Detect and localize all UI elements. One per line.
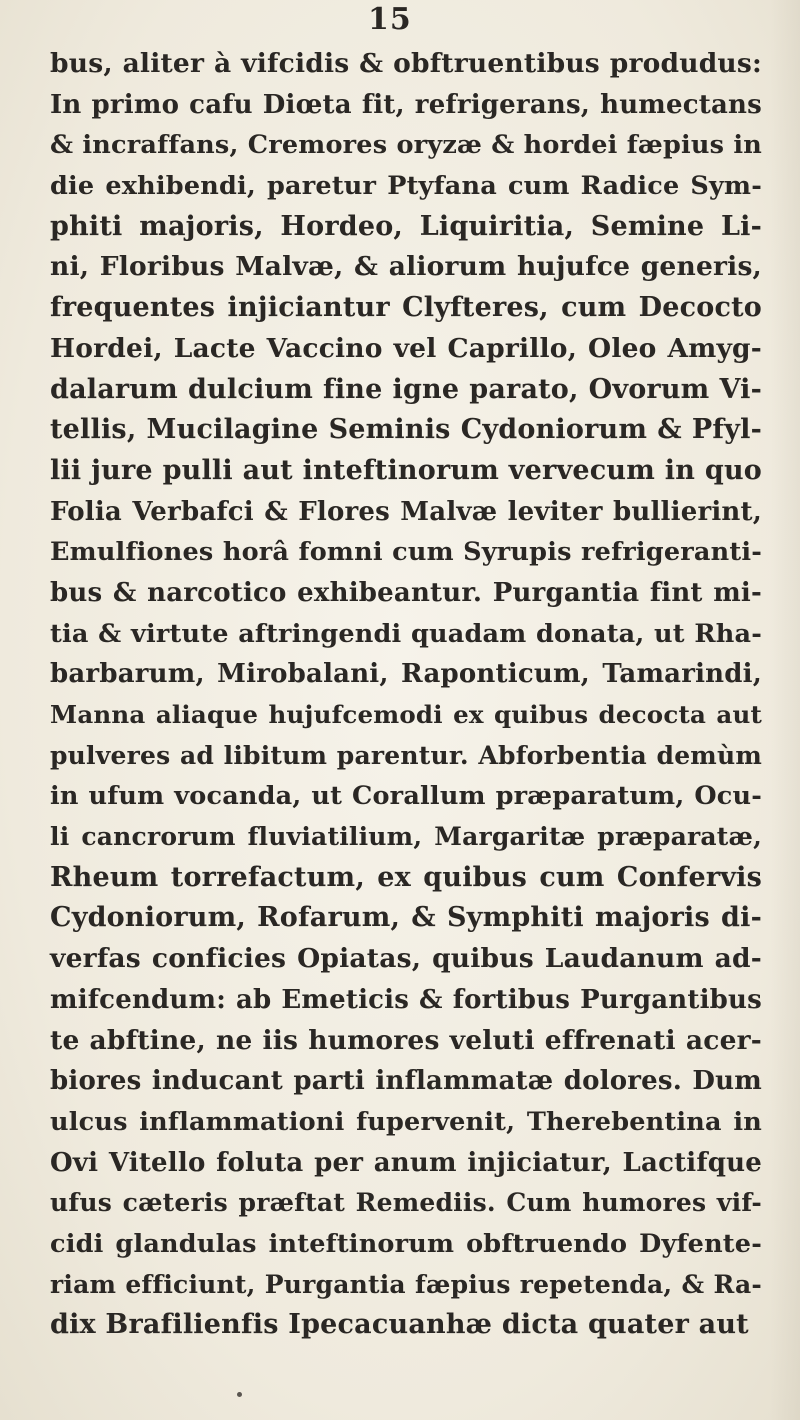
text-line: die exhibendi, paretur Ptyfana cum Radice Sym- bbox=[50, 171, 762, 202]
text-line: bus & narcotico exhibeantur. Purgantia fint mi- bbox=[50, 577, 762, 608]
text-line: biores inducant parti inflammatæ dolores. Dum bbox=[50, 1066, 762, 1097]
text-line: tia & virtute aftringendi quadam donata, ut Rha- bbox=[50, 618, 762, 649]
text-line: ni, Floribus Malvæ, & aliorum hujufce generis, bbox=[50, 251, 762, 283]
text-line: dalarum dulcium fine igne parato, Ovorum Vi- bbox=[50, 373, 762, 405]
text-line: Manna aliaque hujufcemodi ex quibus decocta aut bbox=[50, 700, 762, 729]
text-line: verfas conficies Opiatas, quibus Laudanum ad- bbox=[50, 943, 762, 975]
text-line: in ufum vocanda, ut Corallum præparatum, Ocu- bbox=[50, 781, 762, 812]
text-line: ufus cæteris præftat Remediis. Cum humores vif- bbox=[50, 1188, 762, 1218]
page-edge-shadow bbox=[770, 0, 800, 1420]
text-line: Cydoniorum, Rofarum, & Symphiti majoris di- bbox=[50, 902, 762, 934]
ink-speck bbox=[237, 1392, 242, 1397]
text-line: pulveres ad libitum parentur. Abforbentia demùm bbox=[50, 740, 762, 770]
text-line: tellis, Mucilagine Seminis Cydoniorum & Pfyl- bbox=[50, 414, 762, 446]
text-line: dix Brafilienfis Ipecacuanhæ dicta quater aut bbox=[50, 1309, 749, 1341]
text-line: frequentes injiciantur Clyfteres, cum Decocto bbox=[50, 292, 762, 324]
text-line: Rheum torrefactum, ex quibus cum Confervis bbox=[50, 861, 762, 893]
page-number: 15 bbox=[368, 2, 412, 37]
text-line: bus, aliter à vifcidis & obftruentibus produdus: bbox=[50, 48, 762, 79]
text-line: phiti majoris, Hordeo, Liquiritia, Semine Li- bbox=[50, 210, 762, 242]
body-text bbox=[50, 44, 762, 1346]
text-line: Hordei, Lacte Vaccino vel Caprillo, Oleo Amyg- bbox=[50, 332, 762, 364]
text-line: & incraffans, Cremores oryzæ & hordei fæpius in bbox=[50, 130, 762, 161]
text-line: Ovi Vitello foluta per anum injiciatur, Lactifque bbox=[50, 1147, 762, 1178]
text-line: Folia Verbafci & Flores Malvæ leviter bullierint, bbox=[50, 496, 762, 527]
text-line: In primo cafu Diœta fit, refrigerans, humectans bbox=[50, 89, 762, 120]
text-line: riam efficiunt, Purgantia fæpius repetenda, & Ra- bbox=[50, 1269, 762, 1299]
text-line: lii jure pulli aut inteftinorum vervecum in quo bbox=[50, 454, 762, 486]
text-line: li cancrorum fluviatilium, Margaritæ præparatæ, bbox=[50, 822, 762, 852]
text-line: Emulfiones horâ fomni cum Syrupis refrigeranti- bbox=[50, 537, 762, 568]
text-line: te abftine, ne iis humores veluti effrenati acer- bbox=[50, 1024, 762, 1056]
text-line: mifcendum: ab Emeticis & fortibus Purgantibus bbox=[50, 984, 762, 1015]
text-line: ulcus inflammationi fupervenit, Therebentina in bbox=[50, 1106, 762, 1137]
text-line: cidi glandulas inteftinorum obftruendo Dyfente- bbox=[50, 1228, 762, 1259]
text-line: barbarum, Mirobalani, Raponticum, Tamarindi, bbox=[50, 659, 762, 690]
